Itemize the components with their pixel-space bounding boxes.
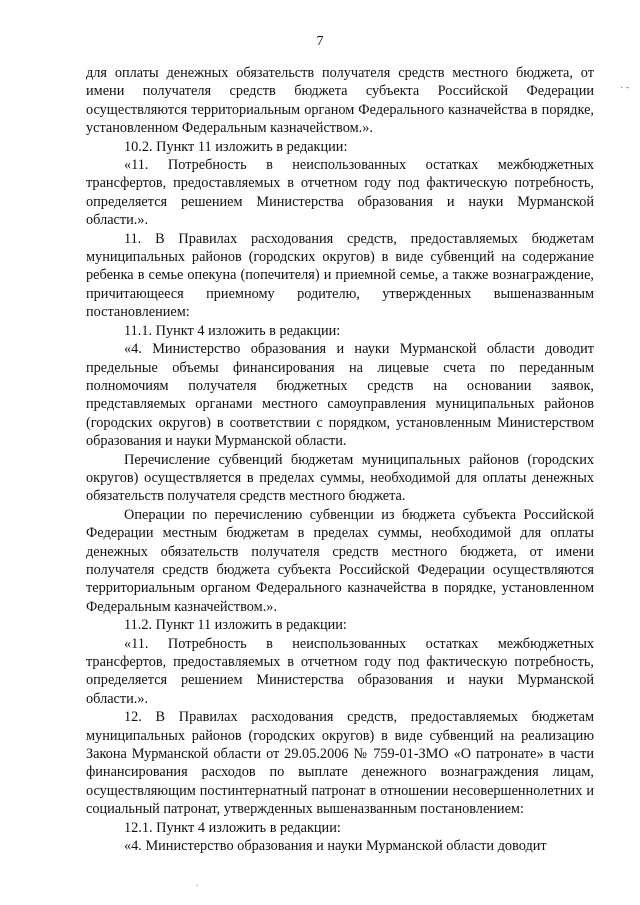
page-number: 7 (316, 34, 324, 49)
paragraph-11-1-text: «4. Министерство образования и науки Мурманской области доводит предельные объемы финансирования на лицевые счета по переданным полномочиям получателя бюджетных средств на основании заявок, представляемых органами местного самоуправления муниципальных районов (городских округов) в соответствии с порядком, установленным Министерством образования и науки Мурманской области. (86, 341, 594, 450)
margin-mark: ˙ ˉ (620, 86, 630, 97)
document-body (86, 64, 594, 855)
paragraph-10-2-text: «11. Потребность в неиспользованных остатках межбюджетных трансфертов, предоставляемых в отчетном году под фактическую потребность, определяется решением Министерства образования и науки Мурманской области.». (86, 157, 594, 229)
paragraph-11-1-heading: 11.1. Пункт 4 изложить в редакции: (124, 322, 341, 339)
paragraph-10-2-heading: 10.2. Пункт 11 изложить в редакции: (124, 138, 348, 155)
paragraph-continuation: для оплаты денежных обязательств получателя средств местного бюджета, от имени получателя средств бюджета субъекта Российской Федерации осуществляются территориальным органом Федерального казначейства в порядке, установленном Федеральным казначейством.». (86, 65, 594, 137)
paragraph-transfer: Перечисление субвенций бюджетам муниципальных районов (городских округов) осуществляется в пределах суммы, необходимой для оплаты денежных обязательств получателя средств местного бюджета. (86, 451, 594, 505)
paragraph-12: 12. В Правилах расходования средств, предоставляемых бюджетам муниципальных районов (городских округов) в виде субвенций на реализацию Закона Мурманской области от 29.05.2006 № 759-01-ЗМО «О патронате» в части финансирования расходов по выплате денежного вознаграждения лицам, осуществляющим постинтернатный патронат в отношении несовершеннолетних и социальный патронат, утвержденных вышеназванным постановлением: (86, 709, 594, 818)
paragraph-11-2-text: «11. Потребность в неиспользованных остатках межбюджетных трансфертов, предоставляемых в отчетном году под фактическую потребность, определяется решением Министерства образования и науки Мурманской области.». (86, 635, 594, 707)
paragraph-operations: Операции по перечислению субвенции из бюджета субъекта Российской Федерации местным бюджетам в пределах суммы, необходимой для оплаты денежных обязательств получателя средств местного бюджета, от имени получателя средств бюджета субъекта Российской Федерации осуществляются территориальным органом Федерального казначейства в порядке, установленном Федеральным казначейством.». (86, 506, 594, 615)
footer-mark: . (196, 878, 199, 889)
paragraph-12-1-heading: 12.1. Пункт 4 изложить в редакции: (124, 819, 341, 836)
paragraph-11: 11. В Правилах расходования средств, предоставляемых бюджетам муниципальных районов (городских округов) в виде субвенций на содержание ребенка в семье опекуна (попечителя) и приемной семье, а также вознаграждение, причитающееся приемному родителю, утвержденных вышеназванным постановлением: (86, 230, 594, 321)
paragraph-12-1-text: «4. Министерство образования и науки Мурманской области доводит (124, 838, 547, 855)
paragraph-11-2-heading: 11.2. Пункт 11 изложить в редакции: (124, 617, 347, 634)
